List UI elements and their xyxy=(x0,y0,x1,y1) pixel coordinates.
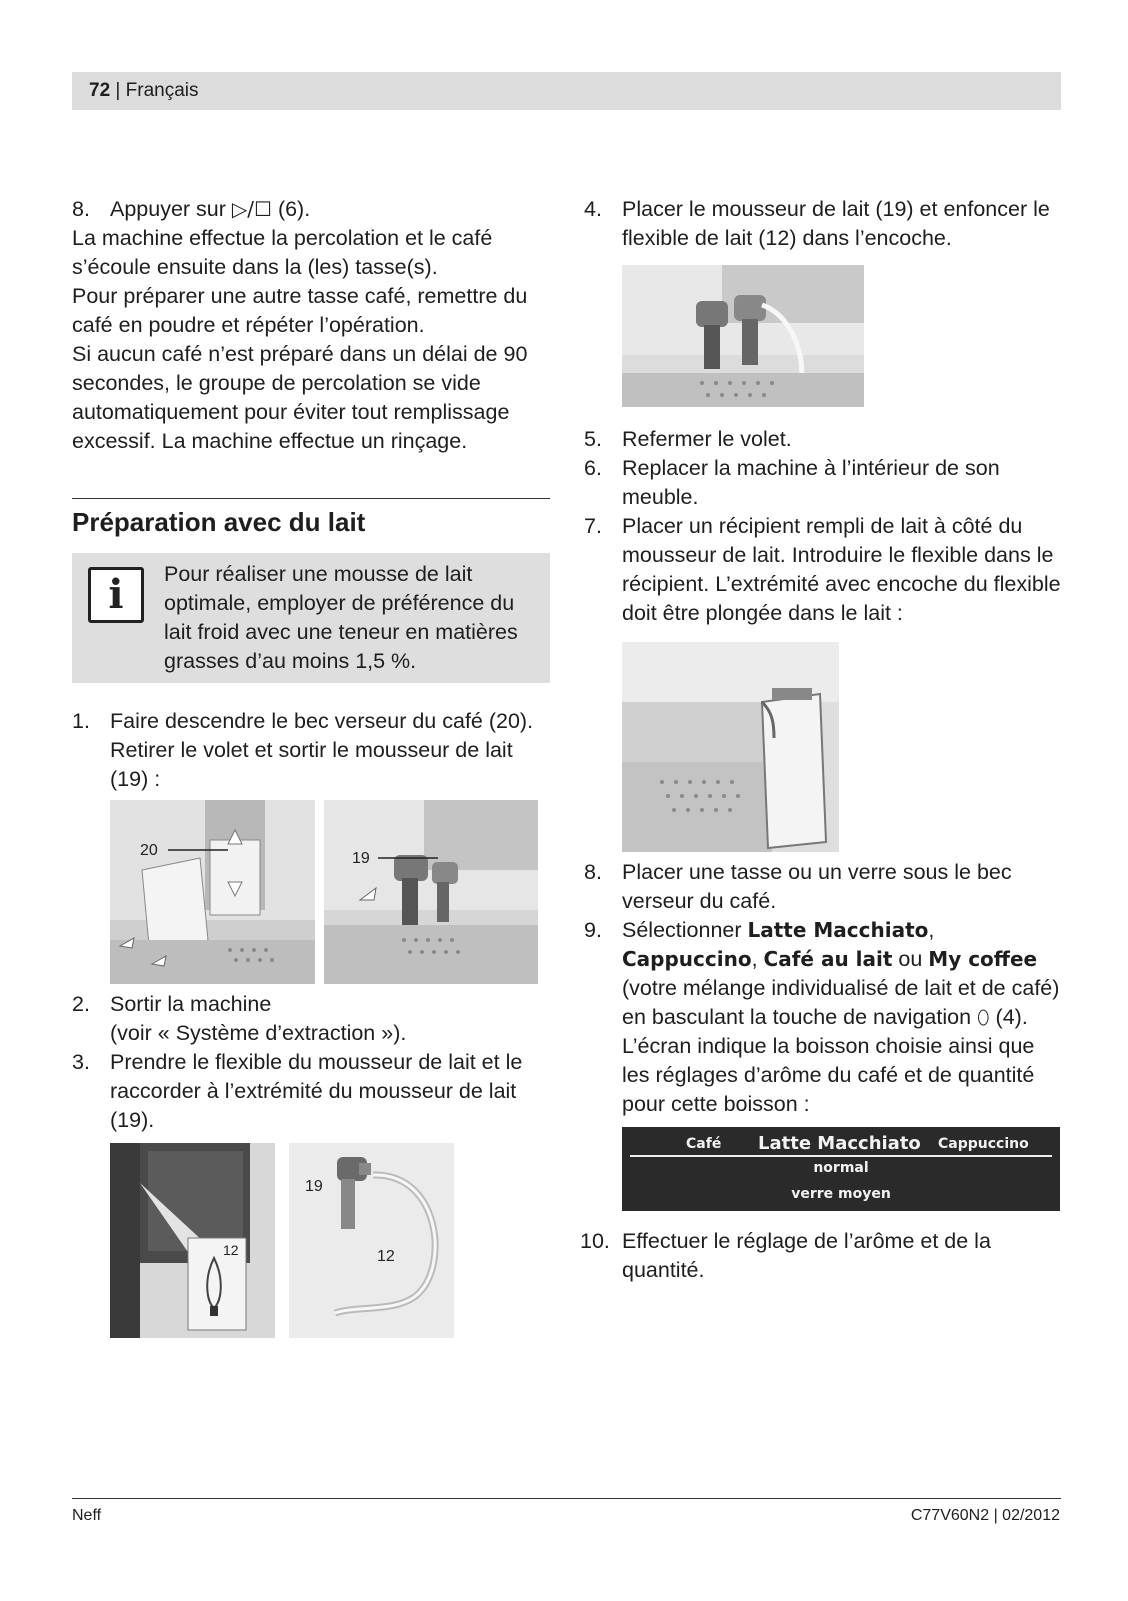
drink-latte-macchiato: Latte Macchiato xyxy=(747,918,929,942)
step-number: 4. xyxy=(584,197,602,221)
step-text: Placer un récipient rempli de lait à côté du mousseur de lait. Introduire le flexible dans le récipient. L’extrémité avec encoche du flexible doit être plongée dans le lait : xyxy=(622,514,1061,625)
figure-hose-connection xyxy=(289,1143,454,1338)
machine-display xyxy=(622,1127,1060,1211)
step-number: 7. xyxy=(584,514,602,538)
step-6 xyxy=(584,454,1064,512)
step-number: 10. xyxy=(580,1229,610,1253)
figure-spout-lowering xyxy=(110,800,315,984)
section-divider xyxy=(72,498,550,499)
comma: , xyxy=(928,918,935,942)
step-number: 8. xyxy=(72,197,90,221)
step-text: Placer une tasse ou un verre sous le bec verseur du café. xyxy=(622,860,1012,913)
step-text: Refermer le volet. xyxy=(622,427,792,451)
figure-row-2 xyxy=(110,1143,550,1338)
right-column xyxy=(580,195,1064,1285)
step-7 xyxy=(584,512,1064,628)
figure-milk-container xyxy=(622,642,839,852)
conjunction: ou xyxy=(892,947,929,971)
step-text: Appuyer sur xyxy=(110,197,232,221)
step-number: 6. xyxy=(584,456,602,480)
footer-divider xyxy=(72,1498,1061,1499)
left-column xyxy=(72,195,550,1338)
display-aroma: normal xyxy=(813,1160,869,1176)
info-box xyxy=(72,553,550,683)
step-10 xyxy=(580,1227,1064,1285)
step-3 xyxy=(72,1048,550,1135)
comma: , xyxy=(751,947,764,971)
step-text: Sélectionner xyxy=(622,918,748,942)
figure-label-12b: 12 xyxy=(377,1248,395,1265)
figure-label-19b: 19 xyxy=(305,1178,323,1195)
drink-cafe-au-lait: Café au lait xyxy=(763,947,893,971)
step-number: 2. xyxy=(72,992,90,1016)
step-number: 5. xyxy=(584,427,602,451)
info-icon: i xyxy=(88,567,144,623)
step-number: 9. xyxy=(584,918,602,942)
step-8-right xyxy=(584,858,1064,916)
step-text-end: (6). xyxy=(271,197,311,221)
page-number: 72 xyxy=(89,80,111,101)
figure-label-12: 12 xyxy=(223,1242,239,1258)
step-text-end: (4). L’écran indique la boisson choisie ainsi que les réglages d’arôme du café et de quantité pour cette boisson : xyxy=(622,1005,1035,1116)
step-text-mid: (votre mélange individualisé de lait et de café) en basculant la touche de navigation xyxy=(622,976,1060,1029)
figure-milk-frother-removal xyxy=(324,800,538,984)
figure-frother-placed xyxy=(622,265,864,407)
navigation-key-icon: ⬯ xyxy=(977,1005,990,1029)
drink-my-coffee: My coffee xyxy=(928,947,1038,971)
step-text: Effectuer le réglage de l’arôme et de la quantité. xyxy=(622,1229,991,1282)
step-text: Faire descendre le bec verseur du café (20). Retirer le volet et sortir le mousseur de lait (19) : xyxy=(110,709,534,791)
step-number: 8. xyxy=(584,860,602,884)
display-quantity: verre moyen xyxy=(791,1186,891,1202)
paragraph-timeout: Si aucun café n’est préparé dans un délai de 90 secondes, le groupe de percolation se vide automatiquement pour éviter tout remplissage excessif. La machine effectue un rinçage. xyxy=(72,342,528,453)
step-2 xyxy=(72,990,550,1048)
header-language: Français xyxy=(125,80,199,101)
step-9 xyxy=(584,916,1064,1119)
figure-hose-location xyxy=(110,1143,275,1338)
header-separator: | xyxy=(115,80,121,101)
step-text: Sortir la machine xyxy=(110,992,272,1016)
step-5 xyxy=(584,425,1064,454)
page-header xyxy=(72,72,1061,110)
figure-label-19: 19 xyxy=(352,850,370,867)
footer-model: C77V60N2 | 02/2012 xyxy=(910,1507,1060,1524)
display-selected-drink: Latte Macchiato xyxy=(758,1133,921,1154)
step-text: Placer le mousseur de lait (19) et enfoncer le flexible de lait (12) dans l’encoche. xyxy=(622,197,1050,250)
step-text-ref: (voir « Système d’extraction »). xyxy=(110,1021,407,1045)
step-1 xyxy=(72,707,550,794)
footer-brand: Neff xyxy=(72,1507,102,1524)
display-next-drink: Cappuccino xyxy=(938,1136,1029,1152)
start-stop-symbol-icon: ▷/☐ xyxy=(231,197,272,221)
drink-cappuccino: Cappuccino xyxy=(622,947,752,971)
figure-label-20: 20 xyxy=(140,842,158,859)
step-8-left xyxy=(72,195,550,224)
figure-row-1 xyxy=(110,800,550,984)
step-text: Prendre le flexible du mousseur de lait et le raccorder à l’extrémité du mousseur de lait (19). xyxy=(110,1050,523,1132)
info-text: Pour réaliser une mousse de lait optimale, employer de préférence du lait froid avec une teneur en matières grasses d’au moins 1,5 %. xyxy=(164,562,518,673)
step-4 xyxy=(584,195,1064,253)
step-text: Replacer la machine à l’intérieur de son meuble. xyxy=(622,456,1000,509)
paragraph-percolation: La machine effectue la percolation et le café s’écoule ensuite dans la (les) tasse(s). xyxy=(72,226,493,279)
step-number: 1. xyxy=(72,709,90,733)
paragraph-another-cup: Pour préparer une autre tasse café, remettre du café en poudre et répéter l’opération. xyxy=(72,284,528,337)
section-title: Préparation avec du lait xyxy=(72,507,366,537)
display-top-row xyxy=(630,1133,1052,1157)
display-prev-drink: Café xyxy=(686,1136,722,1152)
step-number: 3. xyxy=(72,1050,90,1074)
